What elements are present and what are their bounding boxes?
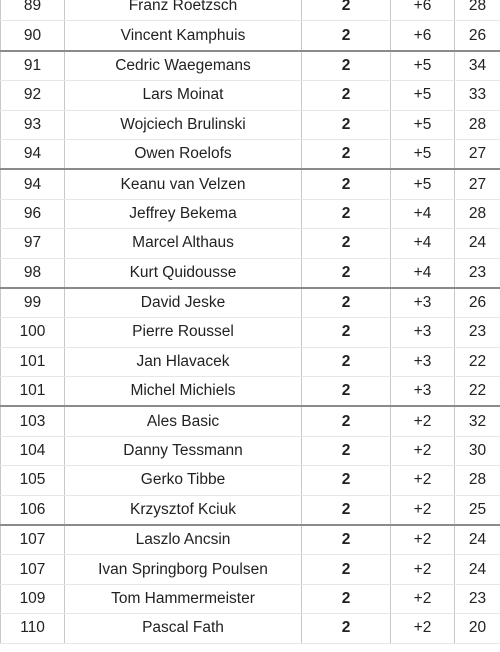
player-name-cell: Cedric Waegemans <box>65 51 302 81</box>
table-row <box>1 0 500 21</box>
points-cell: 2 <box>302 377 391 407</box>
difference-cell: +5 <box>391 169 455 199</box>
rank-cell: 91 <box>1 51 65 81</box>
points-cell: 2 <box>302 169 391 199</box>
difference-cell: +5 <box>391 139 455 169</box>
points-cell: 2 <box>302 21 391 51</box>
score-cell: 28 <box>455 466 500 495</box>
score-cell: 24 <box>455 229 500 258</box>
table-row <box>1 377 500 407</box>
rank-cell: 97 <box>1 229 65 258</box>
score-cell: 30 <box>455 436 500 465</box>
difference-cell: +3 <box>391 347 455 376</box>
rank-cell: 109 <box>1 584 65 613</box>
rank-cell: 96 <box>1 199 65 228</box>
table-row <box>1 614 500 643</box>
rank-cell: 106 <box>1 495 65 525</box>
player-name-cell: Pierre Roussel <box>65 318 302 347</box>
points-cell: 2 <box>302 466 391 495</box>
rank-cell: 103 <box>1 406 65 436</box>
player-name-cell: Pascal Fath <box>65 614 302 643</box>
player-name-cell: Marcel Althaus <box>65 229 302 258</box>
rank-cell: 94 <box>1 139 65 169</box>
table-row <box>1 258 500 288</box>
player-name-cell: Laszlo Ancsin <box>65 525 302 555</box>
difference-cell: +4 <box>391 258 455 288</box>
points-cell: 2 <box>302 614 391 643</box>
points-cell: 2 <box>302 406 391 436</box>
difference-cell: +3 <box>391 288 455 318</box>
points-cell: 2 <box>302 139 391 169</box>
table-row <box>1 288 500 318</box>
player-name-cell: Ivan Springborg Poulsen <box>65 555 302 584</box>
rank-cell: 92 <box>1 81 65 110</box>
score-cell: 23 <box>455 258 500 288</box>
table-row <box>1 318 500 347</box>
points-cell: 2 <box>302 81 391 110</box>
rank-cell: 93 <box>1 110 65 139</box>
difference-cell: +5 <box>391 81 455 110</box>
player-name-cell: Owen Roelofs <box>65 139 302 169</box>
table-row <box>1 495 500 525</box>
rank-cell: 98 <box>1 258 65 288</box>
difference-cell: +6 <box>391 0 455 21</box>
difference-cell: +3 <box>391 377 455 407</box>
player-name-cell: Franz Roetzsch <box>65 0 302 21</box>
score-cell: 23 <box>455 584 500 613</box>
difference-cell: +2 <box>391 436 455 465</box>
score-cell: 27 <box>455 139 500 169</box>
difference-cell: +2 <box>391 466 455 495</box>
points-cell: 2 <box>302 525 391 555</box>
player-name-cell: Kurt Quidousse <box>65 258 302 288</box>
table-row <box>1 436 500 465</box>
score-cell: 26 <box>455 21 500 51</box>
difference-cell: +2 <box>391 614 455 643</box>
rank-cell: 110 <box>1 614 65 643</box>
difference-cell: +2 <box>391 495 455 525</box>
table-row <box>1 406 500 436</box>
table-row <box>1 199 500 228</box>
score-cell: 28 <box>455 110 500 139</box>
points-cell: 2 <box>302 584 391 613</box>
points-cell: 2 <box>302 318 391 347</box>
points-cell: 2 <box>302 495 391 525</box>
difference-cell: +2 <box>391 584 455 613</box>
points-cell: 2 <box>302 229 391 258</box>
rank-cell: 101 <box>1 377 65 407</box>
table-row <box>1 466 500 495</box>
player-name-cell: Lars Moinat <box>65 81 302 110</box>
table-row <box>1 139 500 169</box>
table-row <box>1 584 500 613</box>
table-row <box>1 21 500 51</box>
player-name-cell: Michel Michiels <box>65 377 302 407</box>
score-cell: 26 <box>455 288 500 318</box>
table-row <box>1 81 500 110</box>
points-cell: 2 <box>302 199 391 228</box>
difference-cell: +4 <box>391 229 455 258</box>
rank-cell: 107 <box>1 555 65 584</box>
rank-cell: 107 <box>1 525 65 555</box>
player-name-cell: Gerko Tibbe <box>65 466 302 495</box>
player-name-cell: Keanu van Velzen <box>65 169 302 199</box>
table-row <box>1 347 500 376</box>
score-cell: 33 <box>455 81 500 110</box>
standings-body <box>1 0 500 643</box>
player-name-cell: Krzysztof Kciuk <box>65 495 302 525</box>
points-cell: 2 <box>302 288 391 318</box>
rank-cell: 101 <box>1 347 65 376</box>
difference-cell: +2 <box>391 525 455 555</box>
score-cell: 23 <box>455 318 500 347</box>
rank-cell: 99 <box>1 288 65 318</box>
points-cell: 2 <box>302 51 391 81</box>
score-cell: 25 <box>455 495 500 525</box>
difference-cell: +3 <box>391 318 455 347</box>
table-row <box>1 110 500 139</box>
difference-cell: +2 <box>391 555 455 584</box>
points-cell: 2 <box>302 436 391 465</box>
rank-cell: 89 <box>1 0 65 21</box>
score-cell: 22 <box>455 377 500 407</box>
difference-cell: +2 <box>391 406 455 436</box>
rank-cell: 94 <box>1 169 65 199</box>
rank-cell: 90 <box>1 21 65 51</box>
rank-cell: 100 <box>1 318 65 347</box>
score-cell: 27 <box>455 169 500 199</box>
score-cell: 28 <box>455 0 500 21</box>
player-name-cell: Jan Hlavacek <box>65 347 302 376</box>
score-cell: 24 <box>455 525 500 555</box>
table-row <box>1 229 500 258</box>
points-cell: 2 <box>302 110 391 139</box>
table-row <box>1 169 500 199</box>
points-cell: 2 <box>302 347 391 376</box>
score-cell: 20 <box>455 614 500 643</box>
table-row <box>1 51 500 81</box>
player-name-cell: Tom Hammermeister <box>65 584 302 613</box>
rank-cell: 104 <box>1 436 65 465</box>
rank-cell: 105 <box>1 466 65 495</box>
score-cell: 28 <box>455 199 500 228</box>
player-name-cell: Wojciech Brulinski <box>65 110 302 139</box>
table-row <box>1 525 500 555</box>
points-cell: 2 <box>302 258 391 288</box>
table-row <box>1 555 500 584</box>
player-name-cell: David Jeske <box>65 288 302 318</box>
difference-cell: +5 <box>391 110 455 139</box>
difference-cell: +4 <box>391 199 455 228</box>
difference-cell: +5 <box>391 51 455 81</box>
player-name-cell: Ales Basic <box>65 406 302 436</box>
points-cell: 2 <box>302 555 391 584</box>
difference-cell: +6 <box>391 21 455 51</box>
score-cell: 24 <box>455 555 500 584</box>
player-name-cell: Danny Tessmann <box>65 436 302 465</box>
player-name-cell: Vincent Kamphuis <box>65 21 302 51</box>
score-cell: 34 <box>455 51 500 81</box>
score-cell: 22 <box>455 347 500 376</box>
score-cell: 32 <box>455 406 500 436</box>
player-name-cell: Jeffrey Bekema <box>65 199 302 228</box>
points-cell: 2 <box>302 0 391 21</box>
